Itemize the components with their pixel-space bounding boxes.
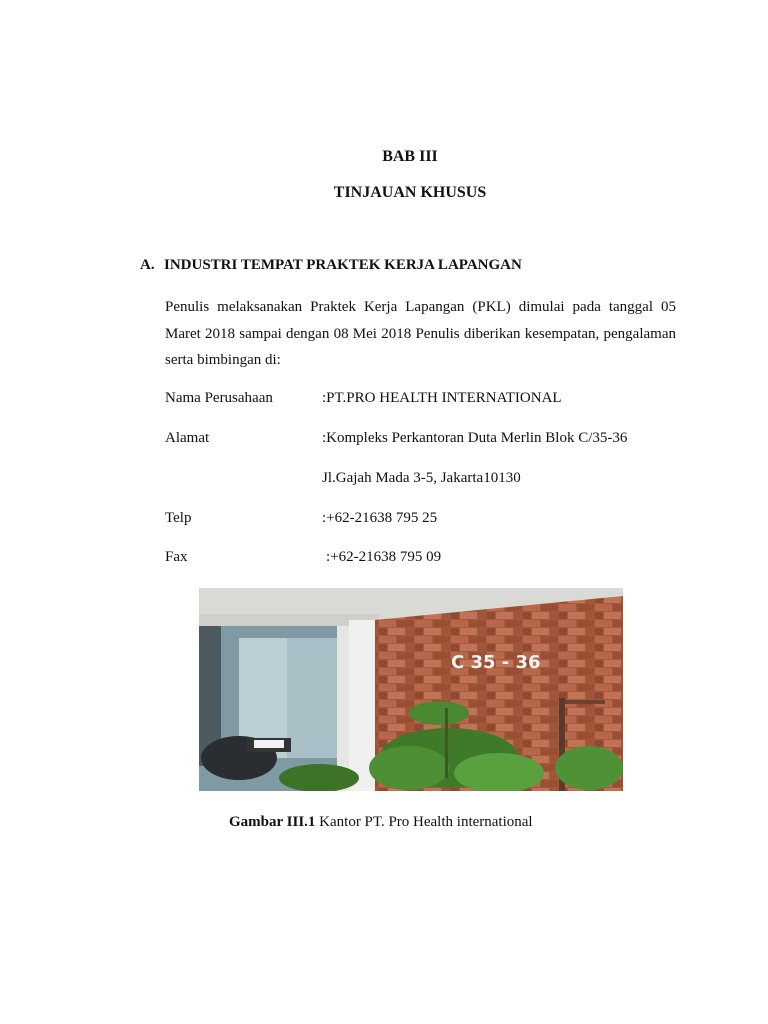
fax-label: Fax — [165, 549, 188, 565]
phone-label: Telp — [165, 510, 192, 526]
phone-value: :+62-21638 795 25 — [322, 510, 438, 526]
section-letter: A. — [140, 257, 155, 273]
intro-paragraph: Penulis melaksanakan Praktek Kerja Lapangan (PKL) dimulai pada tanggal 05 Maret 2018 sampai dengan 08 Mei 2018 Penulis diberikan kesempatan, pengalaman serta bimbingan di: — [165, 299, 676, 368]
chapter-title: TINJAUAN KHUSUS — [333, 184, 487, 201]
figure-label: Gambar III.1 — [229, 814, 316, 830]
figure-text: Kantor PT. Pro Health international — [315, 814, 533, 830]
office-photo — [199, 588, 623, 791]
fax-value: :+62-21638 795 09 — [326, 549, 442, 565]
chapter-number: BAB III — [382, 148, 438, 165]
address-label: Alamat — [165, 430, 210, 446]
address-line-1: :Kompleks Perkantoran Duta Merlin Blok C/35-36 — [322, 430, 628, 446]
section-title: INDUSTRI TEMPAT PRAKTEK KERJA LAPANGAN — [164, 257, 522, 273]
figure-caption — [229, 814, 533, 831]
section-heading — [140, 257, 522, 274]
company-name-label: Nama Perusahaan — [165, 390, 273, 406]
building-sign: C 35 - 36 — [451, 652, 541, 673]
address-line-2: Jl.Gajah Mada 3-5, Jakarta10130 — [322, 470, 521, 486]
company-name-value: :PT.PRO HEALTH INTERNATIONAL — [322, 390, 562, 406]
